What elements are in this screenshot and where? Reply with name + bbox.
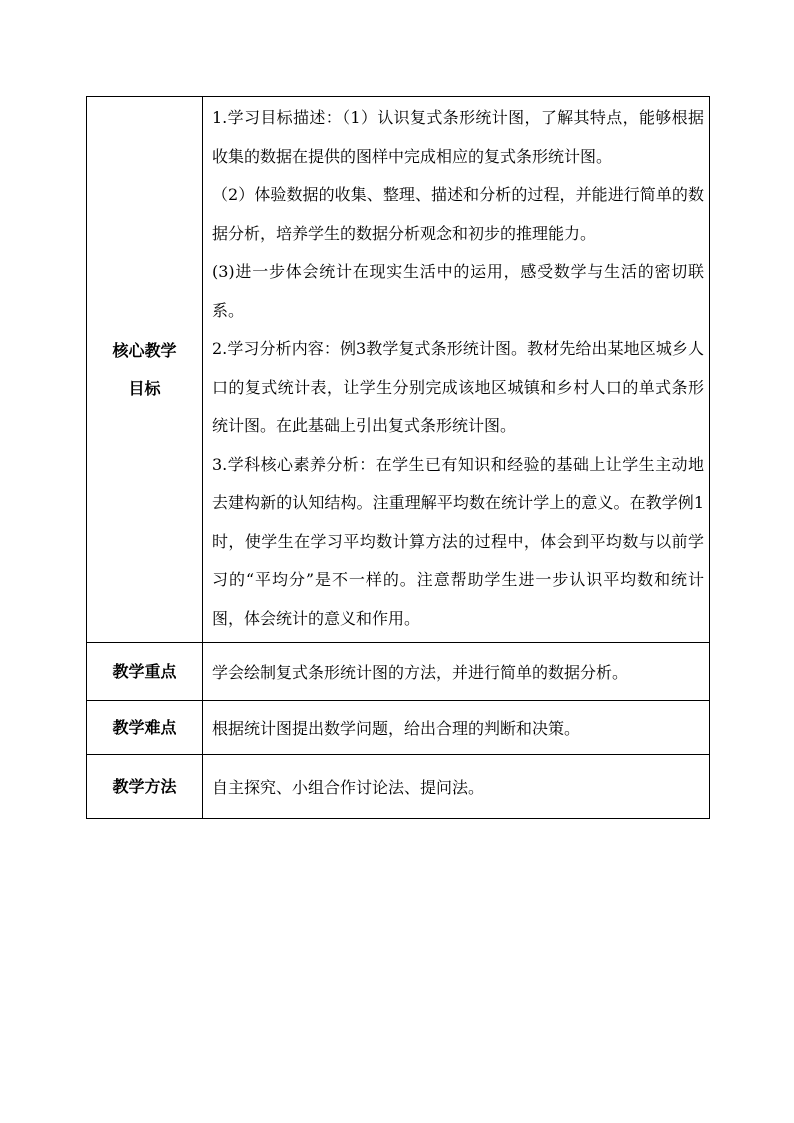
methods-content: 自主探究、小组合作讨论法、提问法。 (203, 755, 710, 819)
objective-paragraph-1: 1.学习目标描述：（1）认识复式条形统计图，了解其特点，能够根据收集的数据在提供的图样中完成相应的复式条形统计图。 (212, 108, 704, 166)
key-points-content: 学会绘制复式条形统计图的方法，并进行简单的数据分析。 (203, 643, 710, 701)
label-difficulties: 教学难点 (87, 701, 203, 755)
row-difficulties (87, 701, 710, 755)
label-methods: 教学方法 (87, 755, 203, 819)
row-methods (87, 755, 710, 819)
lesson-plan-table (86, 96, 710, 819)
objective-paragraph-3: (3)进一步体会统计在现实生活中的运用，感受数学与生活的密切联系。 (212, 262, 704, 320)
row-core-objectives (87, 97, 710, 643)
objective-paragraph-4: 2.学习分析内容：例3教学复式条形统计图。教材先给出某地区城乡人口的复式统计表，让学生分别完成该地区城镇和乡村人口的单式条形统计图。在此基础上引出复式条形统计图。 (212, 339, 704, 435)
row-key-points (87, 643, 710, 701)
objective-paragraph-2: （2）体验数据的收集、整理、描述和分析的过程，并能进行简单的数据分析，培养学生的数据分析观念和初步的推理能力。 (212, 185, 704, 243)
label-core-objectives (87, 97, 203, 643)
objective-paragraph-5: 3.学科核心素养分析：在学生已有知识和经验的基础上让学生主动地去建构新的认知结构。注重理解平均数在统计学上的意义。在教学例1时，使学生在学习平均数计算方法的过程中，体会到平均数与以前学习的“平均分”是不一样的。注意帮助学生进一步认识平均数和统计图，体会统计的意义和作用。 (212, 454, 704, 628)
difficulties-content: 根据统计图提出数学问题，给出合理的判断和决策。 (203, 701, 710, 755)
label-core-objectives-line1: 核心教学 (112, 340, 177, 360)
label-core-objectives-line2: 目标 (128, 378, 161, 398)
label-key-points: 教学重点 (87, 643, 203, 701)
core-objectives-content (203, 97, 710, 643)
